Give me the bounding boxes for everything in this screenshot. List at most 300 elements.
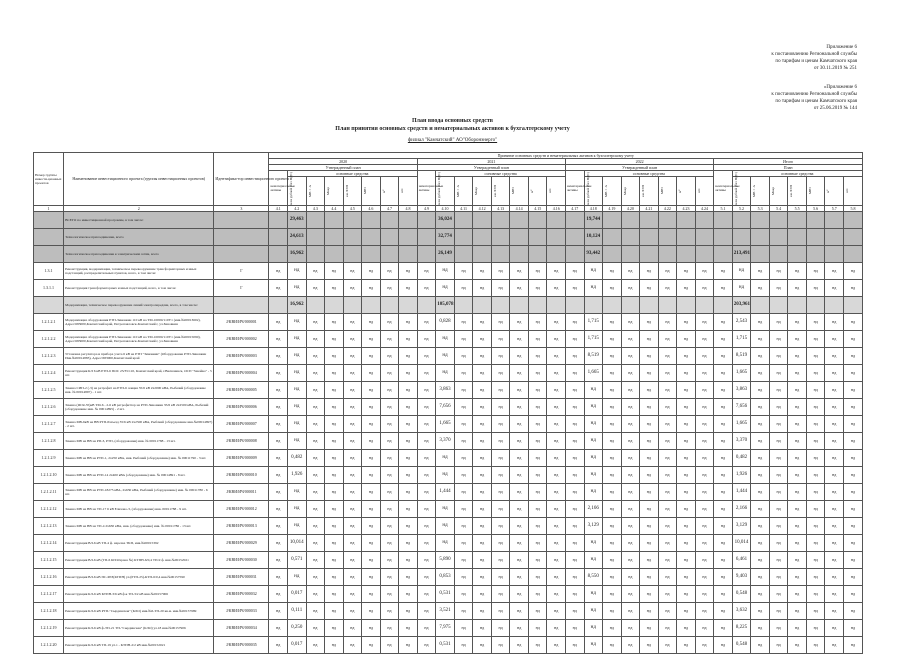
- index-cell: 4.16: [547, 206, 566, 212]
- na-cell: нд: [269, 552, 288, 569]
- na-cell: нд: [565, 501, 584, 518]
- na-cell: нд: [473, 535, 492, 552]
- na-cell: нд: [788, 263, 807, 280]
- na-cell: нд: [788, 314, 807, 331]
- na-cell: нд: [362, 450, 381, 467]
- na-cell: [658, 297, 677, 314]
- na-cell: нд: [769, 416, 788, 433]
- na-cell: [621, 212, 640, 229]
- na-cell: нд: [454, 263, 473, 280]
- header-unit: [806, 177, 825, 206]
- na-cell: нд: [603, 467, 622, 484]
- table-row: [34, 229, 863, 246]
- na-cell: нд: [306, 552, 325, 569]
- na-cell: нд: [380, 399, 399, 416]
- header-unit: [640, 177, 659, 206]
- na-cell: нд: [528, 586, 547, 603]
- na-cell: нд: [843, 433, 862, 450]
- na-cell: нд: [565, 518, 584, 535]
- na-cell: нд: [621, 365, 640, 382]
- na-cell: нд: [603, 569, 622, 586]
- na-cell: нд: [399, 467, 418, 484]
- na-cell: нд: [269, 399, 288, 416]
- na-cell: нд: [658, 382, 677, 399]
- index-cell: 4.24: [695, 206, 714, 212]
- index-cell: 4.23: [677, 206, 696, 212]
- na-cell: нд: [380, 348, 399, 365]
- header-unit: [380, 177, 399, 206]
- na-cell: нд: [843, 263, 862, 280]
- na-cell: нд: [269, 382, 288, 399]
- na-cell: [788, 297, 807, 314]
- na-cell: нд: [769, 603, 788, 620]
- na-cell: нд: [825, 484, 844, 501]
- na-cell: нд: [325, 535, 344, 552]
- index-cell: 4.13: [491, 206, 510, 212]
- na-cell: нд: [528, 314, 547, 331]
- header-year: Итого: [714, 159, 863, 165]
- na-cell: нд: [510, 518, 529, 535]
- header-unit: [751, 177, 770, 206]
- na-cell: нд: [473, 399, 492, 416]
- index-cell: 5.2: [732, 206, 751, 212]
- na-cell: нд: [325, 416, 344, 433]
- na-cell: нд: [658, 467, 677, 484]
- value-cell: нд: [288, 569, 307, 586]
- value-cell: нд: [584, 552, 603, 569]
- na-cell: нд: [843, 569, 862, 586]
- na-cell: нд: [565, 586, 584, 603]
- na-cell: нд: [454, 501, 473, 518]
- na-cell: [380, 246, 399, 263]
- na-cell: нд: [399, 518, 418, 535]
- na-cell: нд: [491, 399, 510, 416]
- na-cell: нд: [695, 603, 714, 620]
- na-cell: нд: [306, 433, 325, 450]
- value-cell: нд: [584, 399, 603, 416]
- column-subheader: м²: [826, 189, 831, 193]
- na-cell: [825, 229, 844, 246]
- index-cell: 4.17: [565, 206, 584, 212]
- row-project-name: Модернизация, техническое перевооружение линий электропередачи, всего, в том числе:: [64, 297, 214, 314]
- row-project-name: Реконструкция КЛ-6 кВ ТП-19 ул.1 - КТПН-2/2 кВ инв.№00152021: [64, 637, 214, 654]
- na-cell: нд: [362, 314, 381, 331]
- na-cell: нд: [714, 331, 733, 348]
- na-cell: нд: [306, 331, 325, 348]
- na-cell: нд: [473, 501, 492, 518]
- value-cell: 2,166: [732, 501, 751, 518]
- value-cell: 8,225: [732, 620, 751, 637]
- value-cell: 29,463: [288, 212, 307, 229]
- na-cell: [769, 229, 788, 246]
- na-cell: нд: [714, 586, 733, 603]
- na-cell: нд: [491, 416, 510, 433]
- na-cell: нд: [269, 348, 288, 365]
- na-cell: нд: [473, 348, 492, 365]
- index-cell: 4.18: [584, 206, 603, 212]
- na-cell: [454, 229, 473, 246]
- na-cell: нд: [510, 484, 529, 501]
- column-subheader: Мвар: [622, 186, 627, 196]
- na-cell: нд: [788, 433, 807, 450]
- na-cell: нд: [603, 280, 622, 297]
- na-cell: нд: [788, 535, 807, 552]
- na-cell: нд: [565, 620, 584, 637]
- na-cell: нд: [825, 552, 844, 569]
- na-cell: нд: [269, 365, 288, 382]
- na-cell: нд: [362, 416, 381, 433]
- na-cell: нд: [362, 365, 381, 382]
- na-cell: [510, 212, 529, 229]
- na-cell: нд: [399, 382, 418, 399]
- na-cell: нд: [695, 552, 714, 569]
- na-cell: нд: [806, 518, 825, 535]
- na-cell: нд: [417, 331, 436, 348]
- value-cell: нд: [436, 467, 455, 484]
- na-cell: нд: [751, 467, 770, 484]
- na-cell: нд: [825, 433, 844, 450]
- na-cell: нд: [695, 433, 714, 450]
- na-cell: [695, 229, 714, 246]
- na-cell: [603, 212, 622, 229]
- value-cell: 0,482: [732, 450, 751, 467]
- na-cell: [714, 297, 733, 314]
- na-cell: нд: [343, 416, 362, 433]
- na-cell: нд: [658, 501, 677, 518]
- na-cell: нд: [621, 416, 640, 433]
- na-cell: нд: [473, 450, 492, 467]
- value-cell: нд: [288, 433, 307, 450]
- na-cell: [640, 297, 659, 314]
- value-cell: 3,632: [732, 603, 751, 620]
- table-row: [34, 433, 863, 450]
- value-cell: [732, 212, 751, 229]
- index-cell: 4.1: [269, 206, 288, 212]
- na-cell: [640, 229, 659, 246]
- na-cell: нд: [380, 280, 399, 297]
- na-cell: нд: [343, 365, 362, 382]
- na-cell: нд: [751, 620, 770, 637]
- na-cell: [528, 246, 547, 263]
- value-cell: 0,548: [732, 637, 751, 654]
- index-cell: 4.6: [362, 206, 381, 212]
- na-cell: нд: [640, 603, 659, 620]
- na-cell: нд: [843, 603, 862, 620]
- na-cell: нд: [751, 501, 770, 518]
- na-cell: нд: [269, 620, 288, 637]
- na-cell: нд: [603, 586, 622, 603]
- na-cell: нд: [510, 399, 529, 416]
- na-cell: нд: [454, 637, 473, 654]
- value-cell: 203,961: [732, 297, 751, 314]
- na-cell: нд: [306, 535, 325, 552]
- na-cell: нд: [417, 637, 436, 654]
- row-project-id: J/КВИ/ИЧ/000029: [214, 535, 269, 552]
- row-project-name: Технологическое присоединение, всего: [64, 229, 214, 246]
- value-cell: 1,665: [584, 365, 603, 382]
- na-cell: нд: [640, 348, 659, 365]
- na-cell: нд: [547, 331, 566, 348]
- na-cell: нд: [677, 280, 696, 297]
- table-row: [34, 382, 863, 399]
- na-cell: нд: [473, 263, 492, 280]
- na-cell: нд: [380, 450, 399, 467]
- column-subheader: МВт: [363, 187, 368, 195]
- na-cell: нд: [714, 382, 733, 399]
- na-cell: [362, 246, 381, 263]
- na-cell: нд: [325, 603, 344, 620]
- row-project-name: Замена МВ на ВВ на ТП-4 2х630 кВА, инв. (оборудование) инв. № 00011786 - 13 шт.: [64, 518, 214, 535]
- header-unit: [603, 177, 622, 206]
- row-number: [34, 229, 64, 246]
- na-cell: нд: [640, 416, 659, 433]
- na-cell: [714, 246, 733, 263]
- na-cell: [510, 229, 529, 246]
- na-cell: нд: [325, 467, 344, 484]
- na-cell: нд: [751, 586, 770, 603]
- na-cell: [343, 246, 362, 263]
- na-cell: нд: [547, 501, 566, 518]
- na-cell: нд: [565, 603, 584, 620]
- na-cell: нд: [658, 433, 677, 450]
- row-project-name: Замена МВ на ВВ на ТП-17 6 кВ Елизово-3, (оборудование) инв. 00011788 - 9 шт.: [64, 501, 214, 518]
- na-cell: нд: [491, 637, 510, 654]
- na-cell: нд: [640, 501, 659, 518]
- value-cell: 0,828: [436, 314, 455, 331]
- na-cell: [399, 229, 418, 246]
- na-cell: нд: [528, 365, 547, 382]
- na-cell: нд: [788, 569, 807, 586]
- na-cell: нд: [325, 433, 344, 450]
- index-cell: 4.14: [510, 206, 529, 212]
- na-cell: нд: [603, 433, 622, 450]
- na-cell: [491, 229, 510, 246]
- value-cell: 3,129: [584, 518, 603, 535]
- na-cell: нд: [751, 603, 770, 620]
- na-cell: нд: [751, 399, 770, 416]
- column-subheader: км ЛЭП: [492, 185, 497, 198]
- na-cell: нд: [751, 484, 770, 501]
- na-cell: нд: [843, 331, 862, 348]
- na-cell: нд: [362, 637, 381, 654]
- na-cell: [806, 246, 825, 263]
- na-cell: нд: [380, 382, 399, 399]
- na-cell: нд: [603, 535, 622, 552]
- na-cell: нд: [547, 263, 566, 280]
- appendix-line: Приложение 6: [826, 45, 857, 50]
- header-unit: [825, 177, 844, 206]
- na-cell: нд: [306, 501, 325, 518]
- na-cell: [362, 297, 381, 314]
- na-cell: [343, 229, 362, 246]
- column-subheader: км ЛЭП: [641, 185, 646, 198]
- na-cell: нд: [306, 637, 325, 654]
- na-cell: нд: [677, 450, 696, 467]
- header-unit: [362, 177, 381, 206]
- value-cell: 0,482: [288, 450, 307, 467]
- na-cell: [769, 297, 788, 314]
- na-cell: нд: [658, 280, 677, 297]
- na-cell: [528, 229, 547, 246]
- row-number: 1.2.1.2.6: [34, 399, 64, 416]
- header-unit: [510, 177, 529, 206]
- na-cell: нд: [714, 501, 733, 518]
- na-cell: нд: [565, 416, 584, 433]
- header-unit: [843, 177, 862, 206]
- na-cell: нд: [825, 382, 844, 399]
- row-project-id: J/КВИ/ИЧ/000006: [214, 399, 269, 416]
- na-cell: нд: [491, 467, 510, 484]
- na-cell: нд: [269, 331, 288, 348]
- na-cell: нд: [417, 620, 436, 637]
- na-cell: [843, 212, 862, 229]
- na-cell: нд: [677, 501, 696, 518]
- na-cell: [473, 246, 492, 263]
- na-cell: нд: [343, 586, 362, 603]
- na-cell: нд: [695, 501, 714, 518]
- na-cell: нд: [473, 467, 492, 484]
- value-cell: 1,665: [732, 365, 751, 382]
- na-cell: нд: [806, 433, 825, 450]
- na-cell: нд: [399, 569, 418, 586]
- row-project-name: Замена МВ на ВВ на РП-3, РТП, (оборудование) инв. № 00011788 - 13 шт.: [64, 433, 214, 450]
- na-cell: нд: [714, 535, 733, 552]
- na-cell: нд: [306, 382, 325, 399]
- na-cell: нд: [325, 263, 344, 280]
- na-cell: нд: [306, 467, 325, 484]
- value-cell: 32,774: [436, 229, 455, 246]
- na-cell: нд: [380, 586, 399, 603]
- index-cell: 4.12: [473, 206, 492, 212]
- header-project-id: Идентифика-тор инвестиционного проекта: [214, 153, 269, 206]
- na-cell: [806, 229, 825, 246]
- na-cell: нд: [843, 518, 862, 535]
- na-cell: нд: [417, 399, 436, 416]
- index-cell: 3: [214, 206, 269, 212]
- na-cell: нд: [825, 348, 844, 365]
- column-subheader: Мвар: [474, 186, 479, 196]
- header-unit: [436, 171, 455, 206]
- na-cell: нд: [454, 518, 473, 535]
- na-cell: нд: [603, 637, 622, 654]
- na-cell: нд: [565, 450, 584, 467]
- na-cell: нд: [751, 535, 770, 552]
- na-cell: нд: [769, 552, 788, 569]
- column-subheader: млн рублей (без НДС): [289, 171, 294, 205]
- na-cell: нд: [658, 569, 677, 586]
- row-number: 1.2.1.2.9: [34, 450, 64, 467]
- na-cell: нд: [417, 450, 436, 467]
- na-cell: нд: [380, 331, 399, 348]
- na-cell: нд: [380, 263, 399, 280]
- na-cell: нд: [714, 314, 733, 331]
- na-cell: нд: [751, 518, 770, 535]
- na-cell: [491, 212, 510, 229]
- row-project-name: Реконструкция КЛ-6 кВ ф-ТП-21 ТП-"Сырдинская" (КЛО) ул.18 инв.№00157906: [64, 620, 214, 637]
- na-cell: [603, 229, 622, 246]
- na-cell: нд: [380, 637, 399, 654]
- na-cell: нд: [473, 365, 492, 382]
- header-plan: Утвержденный план: [417, 165, 565, 171]
- column-subheader: МВт: [807, 187, 812, 195]
- column-subheader: МВ×А: [752, 185, 757, 197]
- na-cell: нд: [325, 586, 344, 603]
- row-project-id: [214, 229, 269, 246]
- na-cell: нд: [825, 501, 844, 518]
- na-cell: нд: [380, 501, 399, 518]
- table-row: [34, 450, 863, 467]
- value-cell: нд: [732, 280, 751, 297]
- row-number: 1.2.1.2.14: [34, 535, 64, 552]
- na-cell: нд: [510, 348, 529, 365]
- na-cell: нд: [547, 518, 566, 535]
- na-cell: нд: [380, 484, 399, 501]
- value-cell: 9,403: [732, 569, 751, 586]
- na-cell: нд: [399, 416, 418, 433]
- na-cell: нд: [547, 450, 566, 467]
- na-cell: нд: [510, 552, 529, 569]
- value-cell: 8,519: [732, 348, 751, 365]
- row-number: [34, 212, 64, 229]
- header-unit: [325, 177, 344, 206]
- na-cell: нд: [343, 467, 362, 484]
- na-cell: нд: [491, 535, 510, 552]
- document-subtitle: План принятия основных средств и нематериальных активов к бухгалтерскому учету: [335, 126, 570, 132]
- na-cell: нд: [306, 620, 325, 637]
- row-project-name: Технологическое присоединение к электрическим сетям, всего: [64, 246, 214, 263]
- na-cell: нд: [695, 484, 714, 501]
- na-cell: нд: [714, 467, 733, 484]
- na-cell: нд: [658, 552, 677, 569]
- header-group-number: Номер группы инвести-ционных проектов: [34, 153, 64, 206]
- na-cell: [417, 246, 436, 263]
- na-cell: [380, 229, 399, 246]
- na-cell: нд: [677, 348, 696, 365]
- na-cell: нд: [325, 399, 344, 416]
- na-cell: нд: [399, 348, 418, 365]
- na-cell: нд: [640, 484, 659, 501]
- na-cell: [362, 229, 381, 246]
- na-cell: нд: [769, 263, 788, 280]
- row-project-name: Замена МВ на ВВ на РТП-14 2х400 кВА (оборудование) инв. № 00014891 - 8 шт.: [64, 467, 214, 484]
- na-cell: нд: [491, 484, 510, 501]
- na-cell: [751, 212, 770, 229]
- value-cell: нд: [288, 348, 307, 365]
- na-cell: нд: [677, 399, 696, 416]
- value-cell: 19,744: [584, 212, 603, 229]
- table-row: [34, 484, 863, 501]
- na-cell: нд: [677, 637, 696, 654]
- value-cell: нд: [584, 416, 603, 433]
- na-cell: [825, 246, 844, 263]
- na-cell: нд: [825, 518, 844, 535]
- na-cell: нд: [362, 399, 381, 416]
- index-cell: 4.11: [454, 206, 473, 212]
- row-number: 1.2.1.2.15: [34, 552, 64, 569]
- value-cell: нд: [436, 263, 455, 280]
- na-cell: нд: [399, 280, 418, 297]
- na-cell: нд: [658, 416, 677, 433]
- na-cell: нд: [806, 382, 825, 399]
- na-cell: нд: [603, 501, 622, 518]
- na-cell: [325, 246, 344, 263]
- na-cell: нд: [806, 365, 825, 382]
- header-unit: [584, 171, 603, 206]
- na-cell: нд: [621, 518, 640, 535]
- na-cell: нд: [714, 484, 733, 501]
- na-cell: нд: [343, 331, 362, 348]
- na-cell: [751, 246, 770, 263]
